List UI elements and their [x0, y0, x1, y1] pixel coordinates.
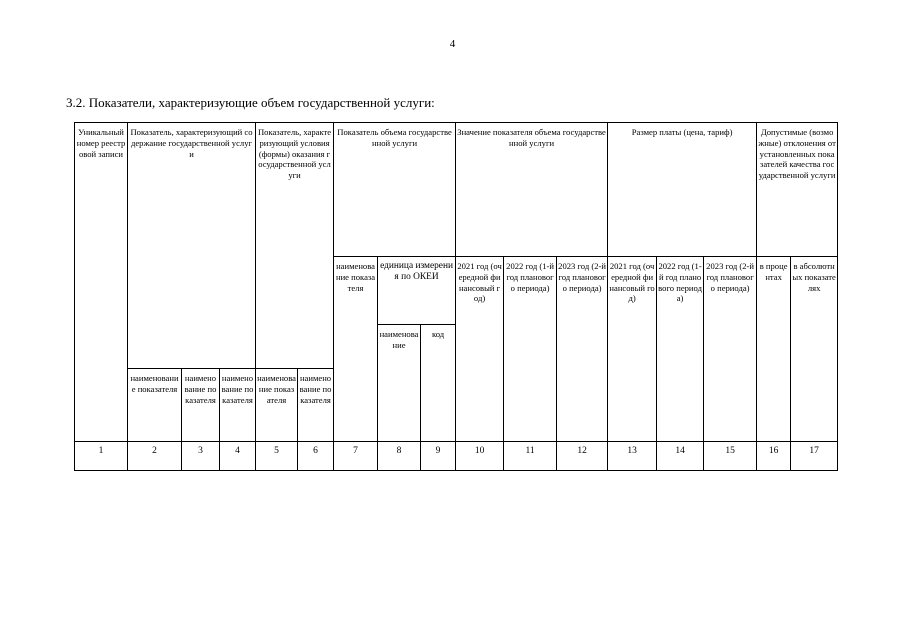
- column-number-12: 12: [557, 442, 608, 471]
- header-unit-name: наименование: [378, 325, 421, 442]
- column-number-4: 4: [220, 442, 256, 471]
- header-value-year-2022: 2022 год (1-й год планового периода): [504, 257, 557, 442]
- column-number-17: 17: [791, 442, 838, 471]
- page-number: 4: [449, 38, 456, 50]
- column-number-10: 10: [456, 442, 504, 471]
- header-volume-value: Значение показателя объема государственной услуги: [456, 123, 608, 257]
- header-unit-code: код: [421, 325, 456, 442]
- header-conditions-indicator: Показатель, характеризующий условия (формы) оказания государственной услуги: [256, 123, 334, 369]
- header-value-year-2021: 2021 год (очередной финансовый год): [456, 257, 504, 442]
- column-number-13: 13: [608, 442, 657, 471]
- column-number-5: 5: [256, 442, 298, 471]
- header-fee-size: Размер платы (цена, тариф): [608, 123, 757, 257]
- header-unit-okei: единица измерения по ОКЕИ: [378, 257, 456, 325]
- header-volume-indicator-name: наименование показателя: [334, 257, 378, 442]
- header-fee-year-2023: 2023 год (2-й год планового периода): [704, 257, 757, 442]
- column-number-6: 6: [298, 442, 334, 471]
- header-unique-record-number: Уникальный номер реестровой записи: [75, 123, 128, 442]
- header-volume-indicator: Показатель объема государственной услуги: [334, 123, 456, 257]
- header-conditions-indicator-name-2: наименование показателя: [298, 369, 334, 442]
- header-conditions-indicator-name-1: наименование показателя: [256, 369, 298, 442]
- volume-indicators-table: [74, 122, 838, 471]
- column-number-8: 8: [378, 442, 421, 471]
- header-content-indicator: Показатель, характеризующий содержание государственной услуги: [128, 123, 256, 369]
- header-deviation-absolute: в абсолютных показателях: [791, 257, 838, 442]
- header-content-indicator-name-2: наименование показателя: [182, 369, 220, 442]
- header-content-indicator-name-3: наименование показателя: [220, 369, 256, 442]
- column-number-3: 3: [182, 442, 220, 471]
- header-content-indicator-name-1: наименование показателя: [128, 369, 182, 442]
- header-allowed-deviations: Допустимые (возможные) отклонения от установленных показателей качества государственной услуги: [757, 123, 838, 257]
- column-number-14: 14: [657, 442, 704, 471]
- section-title: 3.2. Показатели, характеризующие объем государственной услуги:: [66, 95, 435, 110]
- column-number-2: 2: [128, 442, 182, 471]
- column-number-16: 16: [757, 442, 791, 471]
- column-number-11: 11: [504, 442, 557, 471]
- column-number-1: 1: [75, 442, 128, 471]
- column-number-15: 15: [704, 442, 757, 471]
- header-value-year-2023: 2023 год (2-й год планового периода): [557, 257, 608, 442]
- column-number-7: 7: [334, 442, 378, 471]
- header-fee-year-2022: 2022 год (1-й год планового периода): [657, 257, 704, 442]
- header-fee-year-2021: 2021 год (очередной финансовый год): [608, 257, 657, 442]
- column-number-9: 9: [421, 442, 456, 471]
- header-deviation-percent: в процентах: [757, 257, 791, 442]
